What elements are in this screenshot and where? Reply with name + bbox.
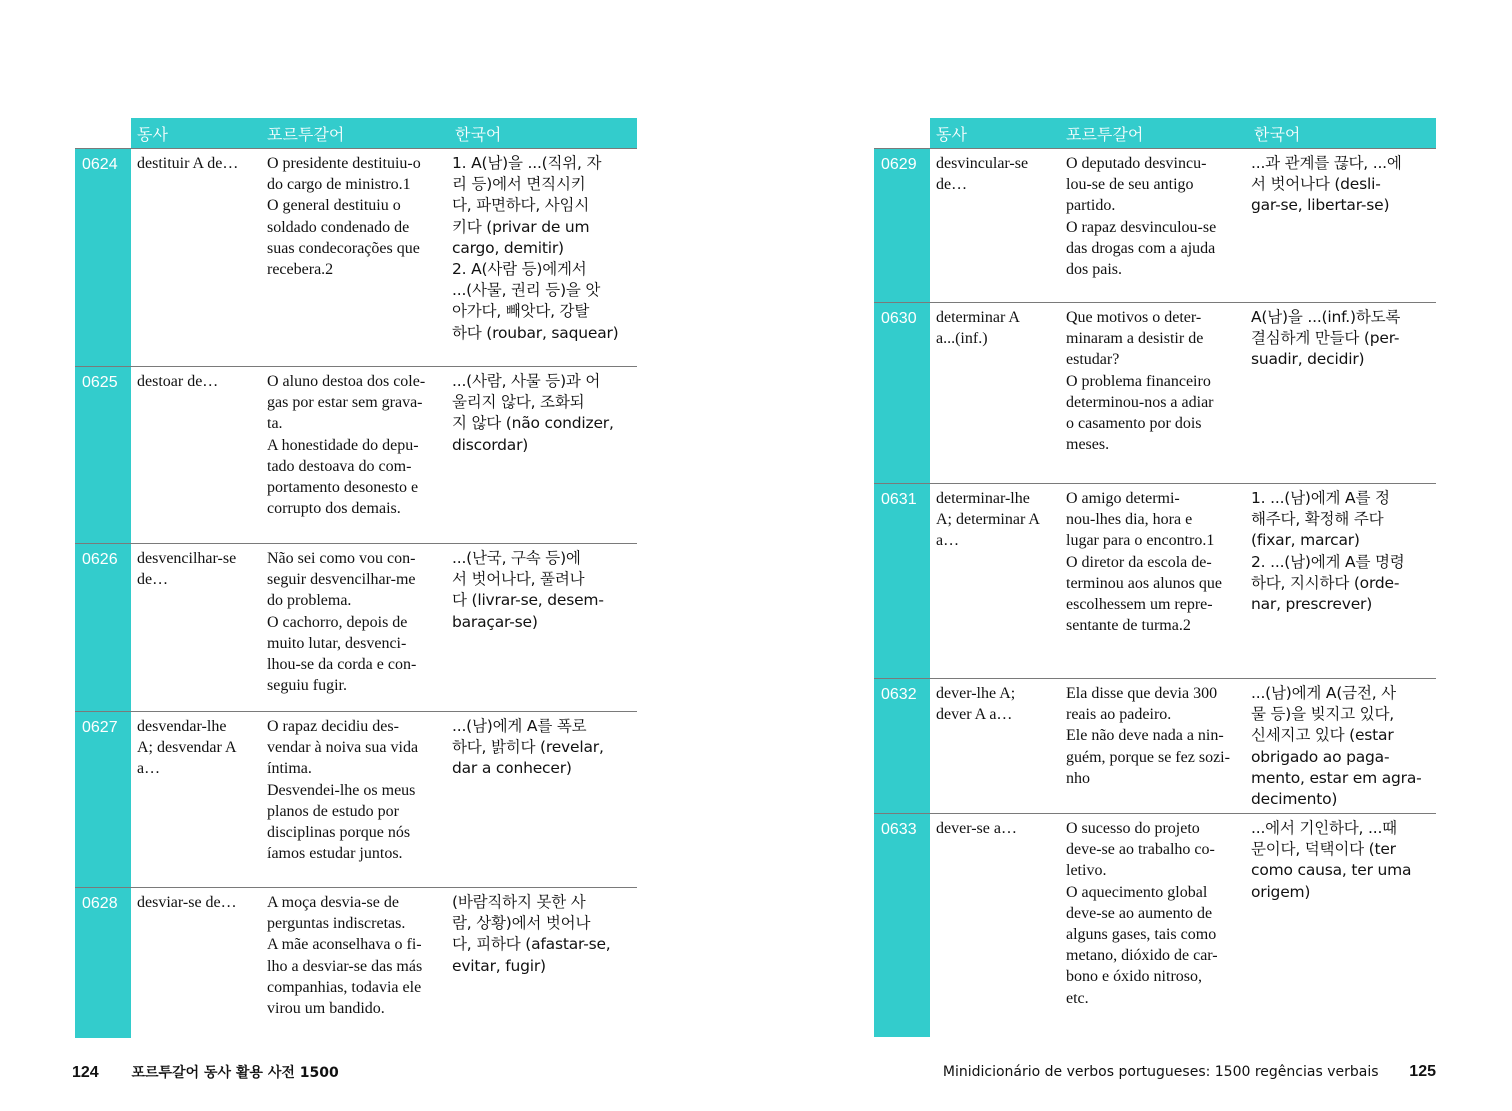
entry-row	[75, 366, 637, 543]
entry-row	[75, 148, 637, 366]
entry-row	[874, 302, 1436, 483]
entry-row	[874, 148, 1436, 302]
table-header	[874, 118, 1436, 148]
entry-korean: A(남)을 ...(inf.)하도록 결심하게 만들다 (per- suadir, decidir)	[1251, 308, 1401, 369]
entry-number: 0629	[874, 149, 930, 302]
entry-verb: desvencilhar-se de…	[137, 550, 237, 589]
entry-verb: desvincular-se de…	[936, 155, 1029, 194]
entry-korean: 1. A(남)을 ...(직위, 자 리 등)에서 면직시키 다, 파면하다, 사임시 키다 (privar de um cargo, demitir) 2. A(사람 등)에게서 ...(사물, 권리 등)을 앗 아가다, 빼앗다, 강탈 하다 (roubar, saquear)	[452, 154, 619, 342]
entry-korean: ...(난국, 구속 등)에 서 벗어나다, 풀려나 다 (livrar-se, desem- baraçar-se)	[452, 549, 604, 631]
entry-portuguese: Que motivos o deter- minaram a desistir de estudar? O problema financeiro determinou-nos a adiar o casamento por dois meses.	[1066, 309, 1214, 454]
left-running-title: 포르투갈어 동사 활용 사전 1500	[131, 1065, 339, 1081]
entry-korean: ...(남)에게 A를 폭로 하다, 밝히다 (revelar, dar a conhecer)	[452, 717, 604, 778]
entry-portuguese: O rapaz decidiu des- vendar à noiva sua vida íntima. Desvendei-lhe os meus planos de estudo por disciplinas porque nós íamos estudar juntos.	[267, 718, 419, 863]
entry-verb: determinar-lhe A; determinar A a…	[936, 490, 1040, 550]
entry-korean: ...에서 기인하다, ...때 문이다, 덕택이다 (ter como causa, ter uma origem)	[1251, 819, 1412, 901]
entry-verb: desviar-se de…	[137, 894, 237, 911]
right-footer	[943, 1062, 1436, 1081]
table-header	[75, 118, 637, 148]
entry-number: 0628	[75, 888, 131, 1038]
entry-portuguese: A moça desvia-se de perguntas indiscretas. A mãe aconselhava o fi- lho a desviar-se das más companhias, todavia ele virou um bandido.	[267, 894, 423, 1018]
entry-verb: desvendar-lhe A; desvendar A a…	[137, 718, 237, 778]
entry-row	[75, 887, 637, 1038]
entry-row	[874, 483, 1436, 678]
entry-number: 0632	[874, 679, 930, 813]
entry-number: 0630	[874, 303, 930, 483]
entry-verb: destituir A de…	[137, 155, 239, 172]
entry-row	[874, 813, 1436, 1037]
entry-verb: determinar A a...(inf.)	[936, 309, 1020, 348]
entry-portuguese: Ela disse que devia 300 reais ao padeiro. Ele não deve nada a nin- guém, porque se fez sozi- nho	[1066, 685, 1230, 787]
entry-korean: ...과 관계를 끊다, ...에 서 벗어나다 (desli- gar-se, libertar-se)	[1251, 154, 1402, 215]
entry-portuguese: O aluno destoa dos cole- gas por estar sem grava- ta. A honestidade do depu- tado destoava do com- portamento desonesto e corrupto dos demais.	[267, 373, 426, 518]
entry-number: 0626	[75, 544, 131, 711]
entry-row	[75, 543, 637, 711]
header-korean: 한국어	[455, 124, 502, 144]
entry-portuguese: O sucesso do projeto deve-se ao trabalho co- letivo. O aquecimento global deve-se ao aumento de alguns gases, tais como metano, dióxido de car- bono e óxido nitroso, etc.	[1066, 820, 1218, 1007]
entry-korean: ...(남)에게 A(금전, 사 물 등)을 빚지고 있다, 신세지고 있다 (estar obrigado ao paga- mento, estar em agra- decimento)	[1251, 684, 1422, 809]
entry-portuguese: Não sei como vou con- seguir desvencilhar-me do problema. O cachorro, depois de muito lutar, desvenci- lhou-se da corda e con- seguiu fugir.	[267, 550, 417, 695]
header-korean: 한국어	[1254, 124, 1301, 144]
entry-korean: (바람직하지 못한 사 람, 상황)에서 벗어나 다, 피하다 (afastar-se, evitar, fugir)	[452, 893, 611, 975]
header-portuguese: 포르투갈어	[267, 124, 345, 144]
right-page	[874, 118, 1436, 1037]
left-footer	[72, 1062, 339, 1082]
entry-portuguese: O deputado desvincu- lou-se de seu antigo partido. O rapaz desvinculou-se das drogas com a ajuda dos pais.	[1066, 155, 1217, 279]
right-page-number: 125	[1409, 1063, 1436, 1080]
header-portuguese: 포르투갈어	[1066, 124, 1144, 144]
entry-verb: dever-lhe A; dever A a…	[936, 685, 1016, 724]
entry-number: 0627	[75, 712, 131, 887]
entry-korean: 1. ...(남)에게 A를 정 해주다, 확정해 주다 (fixar, marcar) 2. ...(남)에게 A를 명령 하다, 지시하다 (orde- nar, prescrever)	[1251, 489, 1405, 614]
entry-number: 0624	[75, 149, 131, 366]
entry-verb: dever-se a…	[936, 820, 1017, 837]
left-page	[75, 118, 637, 1038]
header-verb: 동사	[137, 124, 168, 144]
entry-number: 0625	[75, 367, 131, 543]
entry-korean: ...(사람, 사물 등)과 어 울리지 않다, 조화되 지 않다 (não condizer, discordar)	[452, 372, 614, 454]
entry-verb: destoar de…	[137, 373, 219, 390]
right-running-title: Minidicionário de verbos portugueses: 1500 regências verbais	[942, 1064, 1379, 1080]
entry-portuguese: O amigo determi- nou-lhes dia, hora e lugar para o encontro.1 O diretor da escola de- terminou aos alunos que escolhessem um repre- sentante de turma.2	[1066, 490, 1222, 635]
header-num-spacer	[874, 118, 930, 148]
header-verb: 동사	[936, 124, 967, 144]
entry-row	[75, 711, 637, 887]
header-num-spacer	[75, 118, 131, 148]
left-page-number: 124	[72, 1064, 99, 1081]
entry-portuguese: O presidente destituiu-o do cargo de ministro.1 O general destituiu o soldado condenado de suas condecorações que recebera.2	[267, 155, 421, 279]
entry-row	[874, 678, 1436, 813]
entry-number: 0633	[874, 814, 930, 1037]
entry-number: 0631	[874, 484, 930, 678]
